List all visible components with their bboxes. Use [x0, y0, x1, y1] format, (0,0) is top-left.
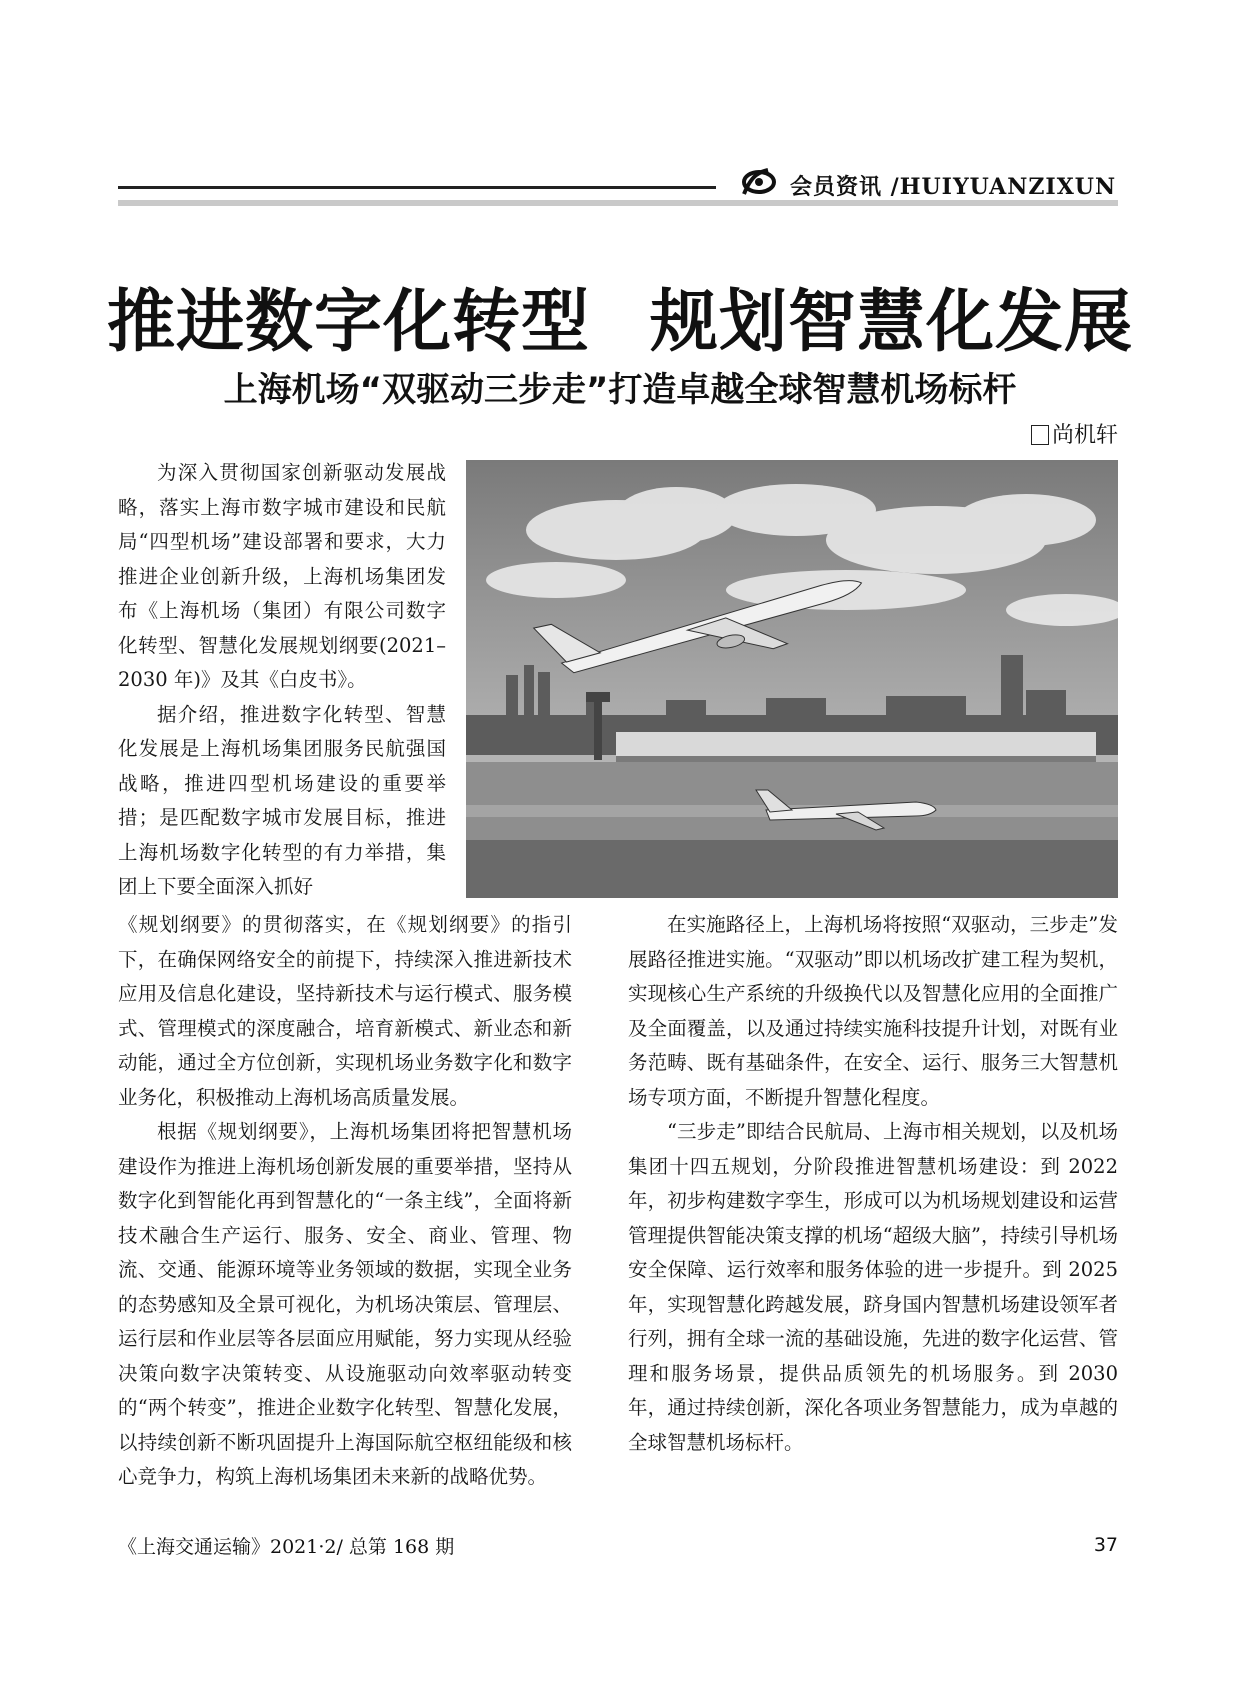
paragraph-2-continued: 《规划纲要》的贯彻落实，在《规划纲要》的指引下，在确保网络安全的前提下，持续深入推进新技术应用及信息化建设，坚持新技术与运行模式、服务模式、管理模式的深度融合，培育新模式、新业态和新动能，通过全方位创新，实现机场业务数字化和数字业务化，积极推动上海机场高质量发展。	[118, 913, 572, 1109]
section-label: 会员资讯 /HUIYUANZIXUN	[790, 174, 1117, 200]
paragraph-5: “三步走”即结合民航局、上海市相关规划，以及机场集团十四五规划，分阶段推进智慧机场建设：到 2022 年，初步构建数字孪生，形成可以为机场规划建设和运营管理提供智能决策支撑的机场“超级大脑”，持续引导机场安全保障、运行效率和服务体验的进一步提升。到 2025 年，实现智慧化跨越发展，跻身国内智慧机场建设领军者行列，拥有全球一流的基础设施，先进的数字化运营、管理和服务场景，提供品质领先的机场服务。到 2030 年，通过持续创新，深化各项业务智慧能力，成为卓越的全球智慧机场标杆。	[628, 1120, 1118, 1454]
journal-citation: 《上海交通运输》2021·2/ 总第 168 期	[118, 1536, 455, 1558]
title-part-2: 规划智慧化发展	[650, 282, 1134, 362]
magazine-logo-icon	[738, 166, 778, 198]
left-column-bottom	[118, 908, 572, 1495]
right-column-bottom	[628, 908, 1118, 1460]
author-box-icon	[1031, 425, 1049, 445]
airport-photo-illustration	[466, 460, 1118, 898]
author-line	[1031, 418, 1118, 449]
paragraph-2: 据介绍，推进数字化转型、智慧化发展是上海机场集团服务民航强国战略，推进四型机场建设的重要举措；是匹配数字城市发展目标，推进上海机场数字化转型的有力举措，集团上下要全面深入抓好	[118, 702, 446, 898]
page-number: 37	[1093, 1534, 1118, 1556]
paragraph-1: 为深入贯彻国家创新驱动发展战略，落实上海市数字城市建设和民航局“四型机场”建设部署和要求，大力推进企业创新升级，上海机场集团发布《上海机场（集团）有限公司数字化转型、智慧化发展规划纲要(2021–2030 年)》及其《白皮书》。	[118, 461, 446, 691]
article-title	[0, 268, 1240, 365]
title-part-1: 推进数字化转型	[106, 282, 590, 362]
article-subtitle: 上海机场“双驱动三步走”打造卓越全球智慧机场标杆	[223, 370, 1017, 410]
left-column-top	[118, 456, 446, 905]
header-rule	[118, 186, 716, 189]
paragraph-3: 根据《规划纲要》，上海机场集团将把智慧机场建设作为推进上海机场创新发展的重要举措，坚持从数字化到智能化再到智慧化的“一条主线”，全面将新技术融合生产运行、服务、安全、商业、管理、物流、交通、能源环境等业务领域的数据，实现全业务的态势感知及全景可视化，为机场决策层、管理层、运行层和作业层等各层面应用赋能，努力实现从经验决策向数字决策转变、从设施驱动向效率驱动转变的“两个转变”，推进企业数字化转型、智慧化发展，以持续创新不断巩固提升上海国际航空枢纽能级和核心竞争力，构筑上海机场集团未来新的战略优势。	[118, 1120, 572, 1488]
author-name: 尚机轩	[1051, 423, 1118, 448]
airport-photo	[466, 460, 1118, 898]
paragraph-4: 在实施路径上，上海机场将按照“双驱动，三步走”发展路径推进实施。“双驱动”即以机场改扩建工程为契机，实现核心生产系统的升级换代以及智慧化应用的全面推广及全面覆盖，以及通过持续实施科技提升计划，对既有业务范畴、既有基础条件，在安全、运行、服务三大智慧机场专项方面，不断提升智慧化程度。	[628, 913, 1118, 1109]
